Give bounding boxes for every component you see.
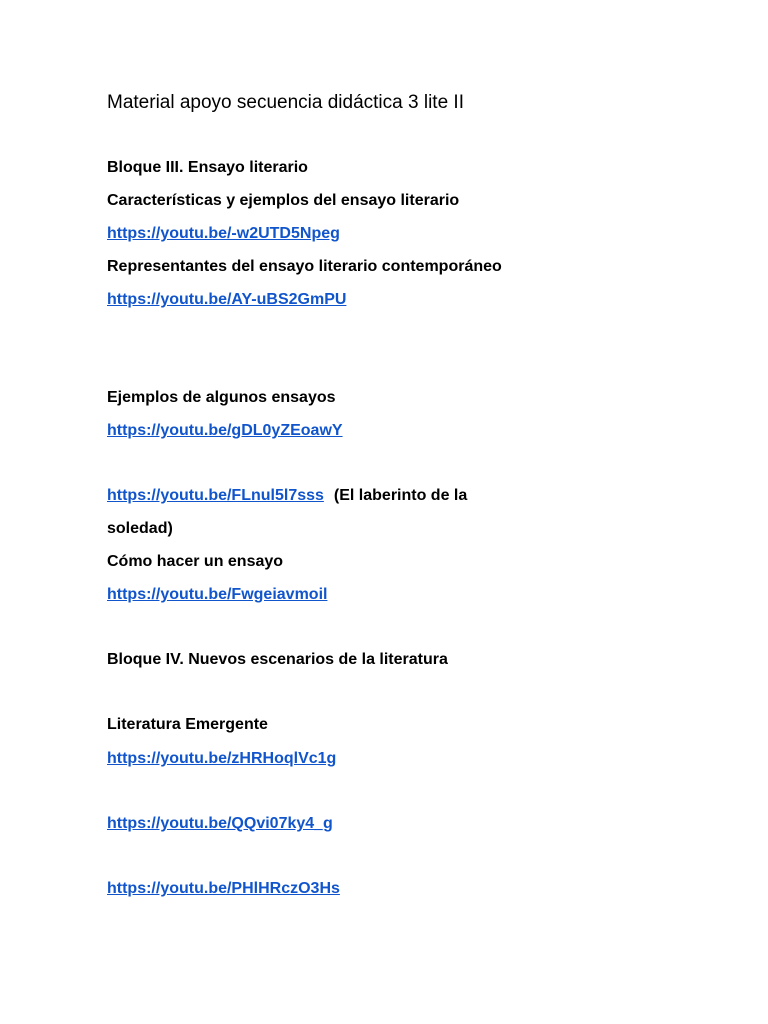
representatives-link[interactable]: https://youtu.be/AY-uBS2GmPU (107, 291, 347, 308)
emergent-link-3[interactable]: https://youtu.be/PHlHRczO3Hs (107, 880, 340, 897)
emergent-link-line-2 (107, 814, 333, 834)
examples-link[interactable]: https://youtu.be/gDL0yZEoawY (107, 422, 343, 439)
laberinto-note-continued: soledad) (107, 520, 173, 537)
laberinto-line (107, 486, 467, 506)
representatives-link-line (107, 290, 346, 310)
representatives-label: Representantes del ensayo literario contemporáneo (107, 258, 502, 275)
characteristics-link[interactable]: https://youtu.be/-w2UTD5Npeg (107, 225, 340, 242)
emergent-label: Literatura Emergente (107, 716, 268, 733)
block4-heading: Bloque IV. Nuevos escenarios de la literatura (107, 651, 448, 668)
emergent-link-line-1 (107, 749, 336, 769)
emergent-link-line-3 (107, 879, 340, 899)
document-title: Material apoyo secuencia didáctica 3 lite II (107, 92, 464, 113)
laberinto-note: (El laberinto de la (333, 487, 468, 504)
emergent-link-2[interactable]: https://youtu.be/QQvi07ky4_g (107, 815, 333, 832)
characteristics-label: Características y ejemplos del ensayo literario (107, 192, 460, 209)
laberinto-link[interactable]: https://youtu.be/FLnul5l7sss (107, 487, 324, 504)
characteristics-link-line (107, 224, 340, 244)
examples-link-line (107, 421, 343, 441)
emergent-link-1[interactable]: https://youtu.be/zHRHoqlVc1g (107, 750, 337, 767)
howto-label: Cómo hacer un ensayo (107, 553, 284, 570)
howto-link[interactable]: https://youtu.be/Fwgeiavmoil (107, 586, 328, 603)
howto-link-line (107, 585, 327, 605)
block3-heading: Bloque III. Ensayo literario (107, 159, 308, 176)
examples-label: Ejemplos de algunos ensayos (107, 389, 336, 406)
